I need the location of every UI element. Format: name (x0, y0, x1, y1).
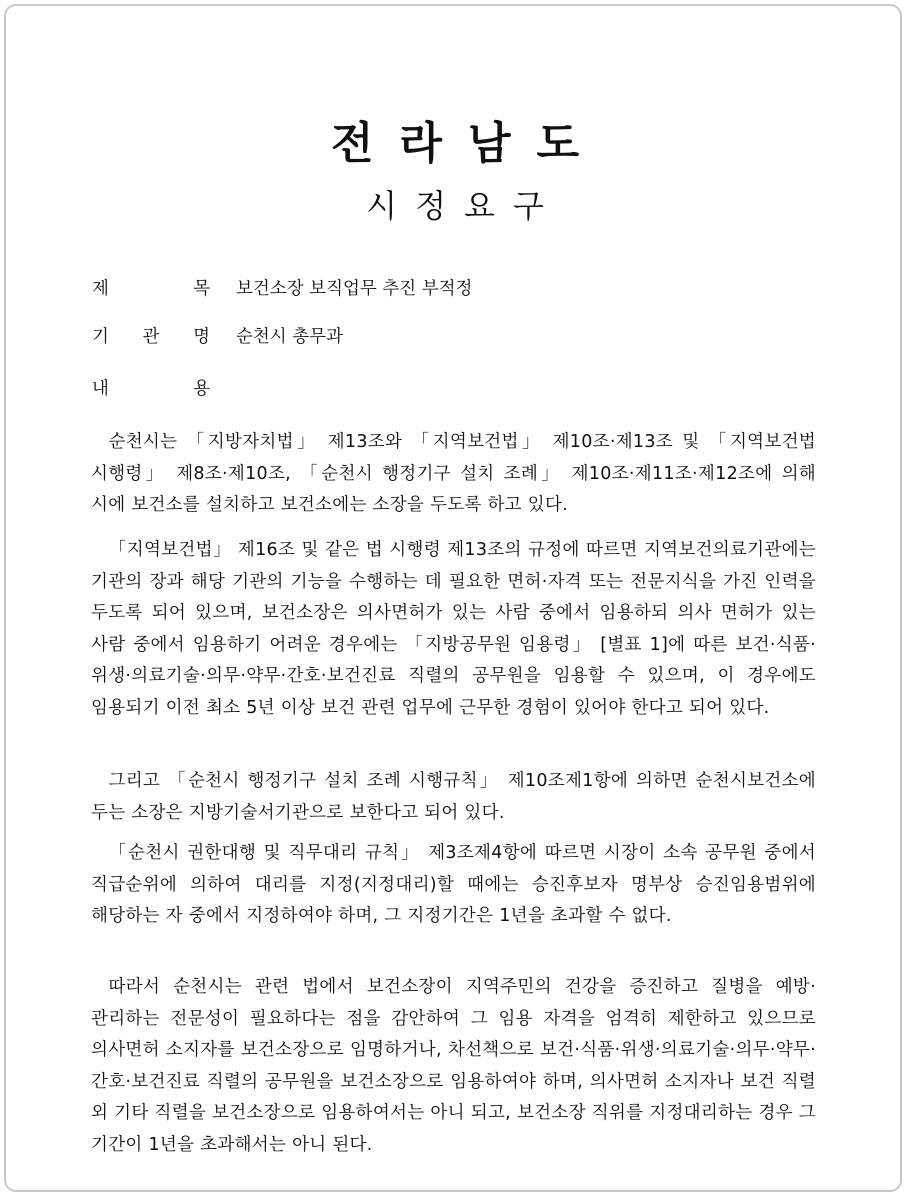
meta-agency-label-char: 관 (142, 327, 160, 347)
document-subtitle: 시정요구 (366, 187, 562, 225)
meta-subject-label-char: 목 (193, 279, 210, 299)
meta-subject-value: 보건소장 보직업무 추진 부적정 (236, 279, 473, 299)
meta-agency-row (92, 324, 343, 350)
body-paragraph: 순천시는 「지방자치법」 제13조와 「지역보건법」 제10조·제13조 및 「지역보건법 시행령」 제8조·제10조, 「순천시 행정기구 설치 조례」 제10조·제11조·제12조에 의해 시에 보건소를 설치하고 보건소에는 소장을 두도록 하고 있다. (91, 432, 816, 515)
body-paragraph: 「지역보건법」 제16조 및 같은 법 시행령 제13조의 규정에 따르면 지역보건의료기관에는 기관의 장과 해당 기관의 기능을 수행하는 데 필요한 면허·자격 또는 전문지식을 가진 인력을 두도록 되어 있으며, 보건소장은 의사면허가 있는 사람 중에서 임용하되 의사 면허가 있는 사람 중에서 임용하기 어려운 경우에는 「지방공무원 임용령」 [별표 1]에 따른 보건·식품·위생·의료기술·의무·약무·간호·보건진료 직렬의 공무원을 임용할 수 있으며, 이 경우에도 임용되기 이전 최소 5년 이상 보건 관련 업무에 근무한 경험이 있어야 한다고 되어 있다. (91, 540, 816, 718)
meta-content-row (92, 376, 236, 402)
meta-subject-label-char: 제 (92, 279, 109, 299)
meta-content-label-char: 내 (92, 379, 109, 399)
body-paragraph: 「순천시 권한대행 및 직무대리 규칙」 제3조제4항에 따르면 시장이 소속 공무원 중에서 직급순위에 의하여 대리를 지정(지정대리)할 때에는 승진후보자 명부상 승진임용범위에 해당하는 자 중에서 지정하여야 하며, 그 지정기간은 1년을 초과할 수 없다. (91, 843, 816, 926)
meta-agency-label-char: 명 (193, 327, 210, 347)
document-title: 전라남도 (330, 118, 605, 169)
meta-content-label-char: 용 (193, 379, 210, 399)
meta-agency-value: 순천시 총무과 (236, 327, 343, 347)
meta-agency-label-char: 기 (92, 327, 109, 347)
meta-subject-row (92, 276, 472, 302)
meta-content-label (92, 376, 210, 402)
body-paragraph: 따라서 순천시는 관련 법에서 보건소장이 지역주민의 건강을 증진하고 질병을 예방·관리하는 전문성이 필요하다는 점을 감안하여 그 임용 자격을 엄격히 제한하고 있으므로 의사면허 소지자를 보건소장으로 임명하거나, 차선책으로 보건·식품·위생·의료기술·의무·약무·간호·보건진료 직렬의 공무원을 보건소장으로 임용하여야 하며, 의사면허 소지자나 보건 직렬 외 기타 직렬을 보건소장으로 임용하여서는 아니 되고, 보건소장 직위를 지정대리하는 경우 그 기간이 1년을 초과해서는 아니 된다. (91, 977, 816, 1155)
meta-subject-label (92, 276, 210, 302)
body-paragraph: 그리고 「순천시 행정기구 설치 조례 시행규칙」 제10조제1항에 의하면 순천시보건소에 두는 소장은 지방기술서기관으로 보한다고 되어 있다. (91, 771, 816, 823)
meta-agency-label (92, 324, 210, 350)
